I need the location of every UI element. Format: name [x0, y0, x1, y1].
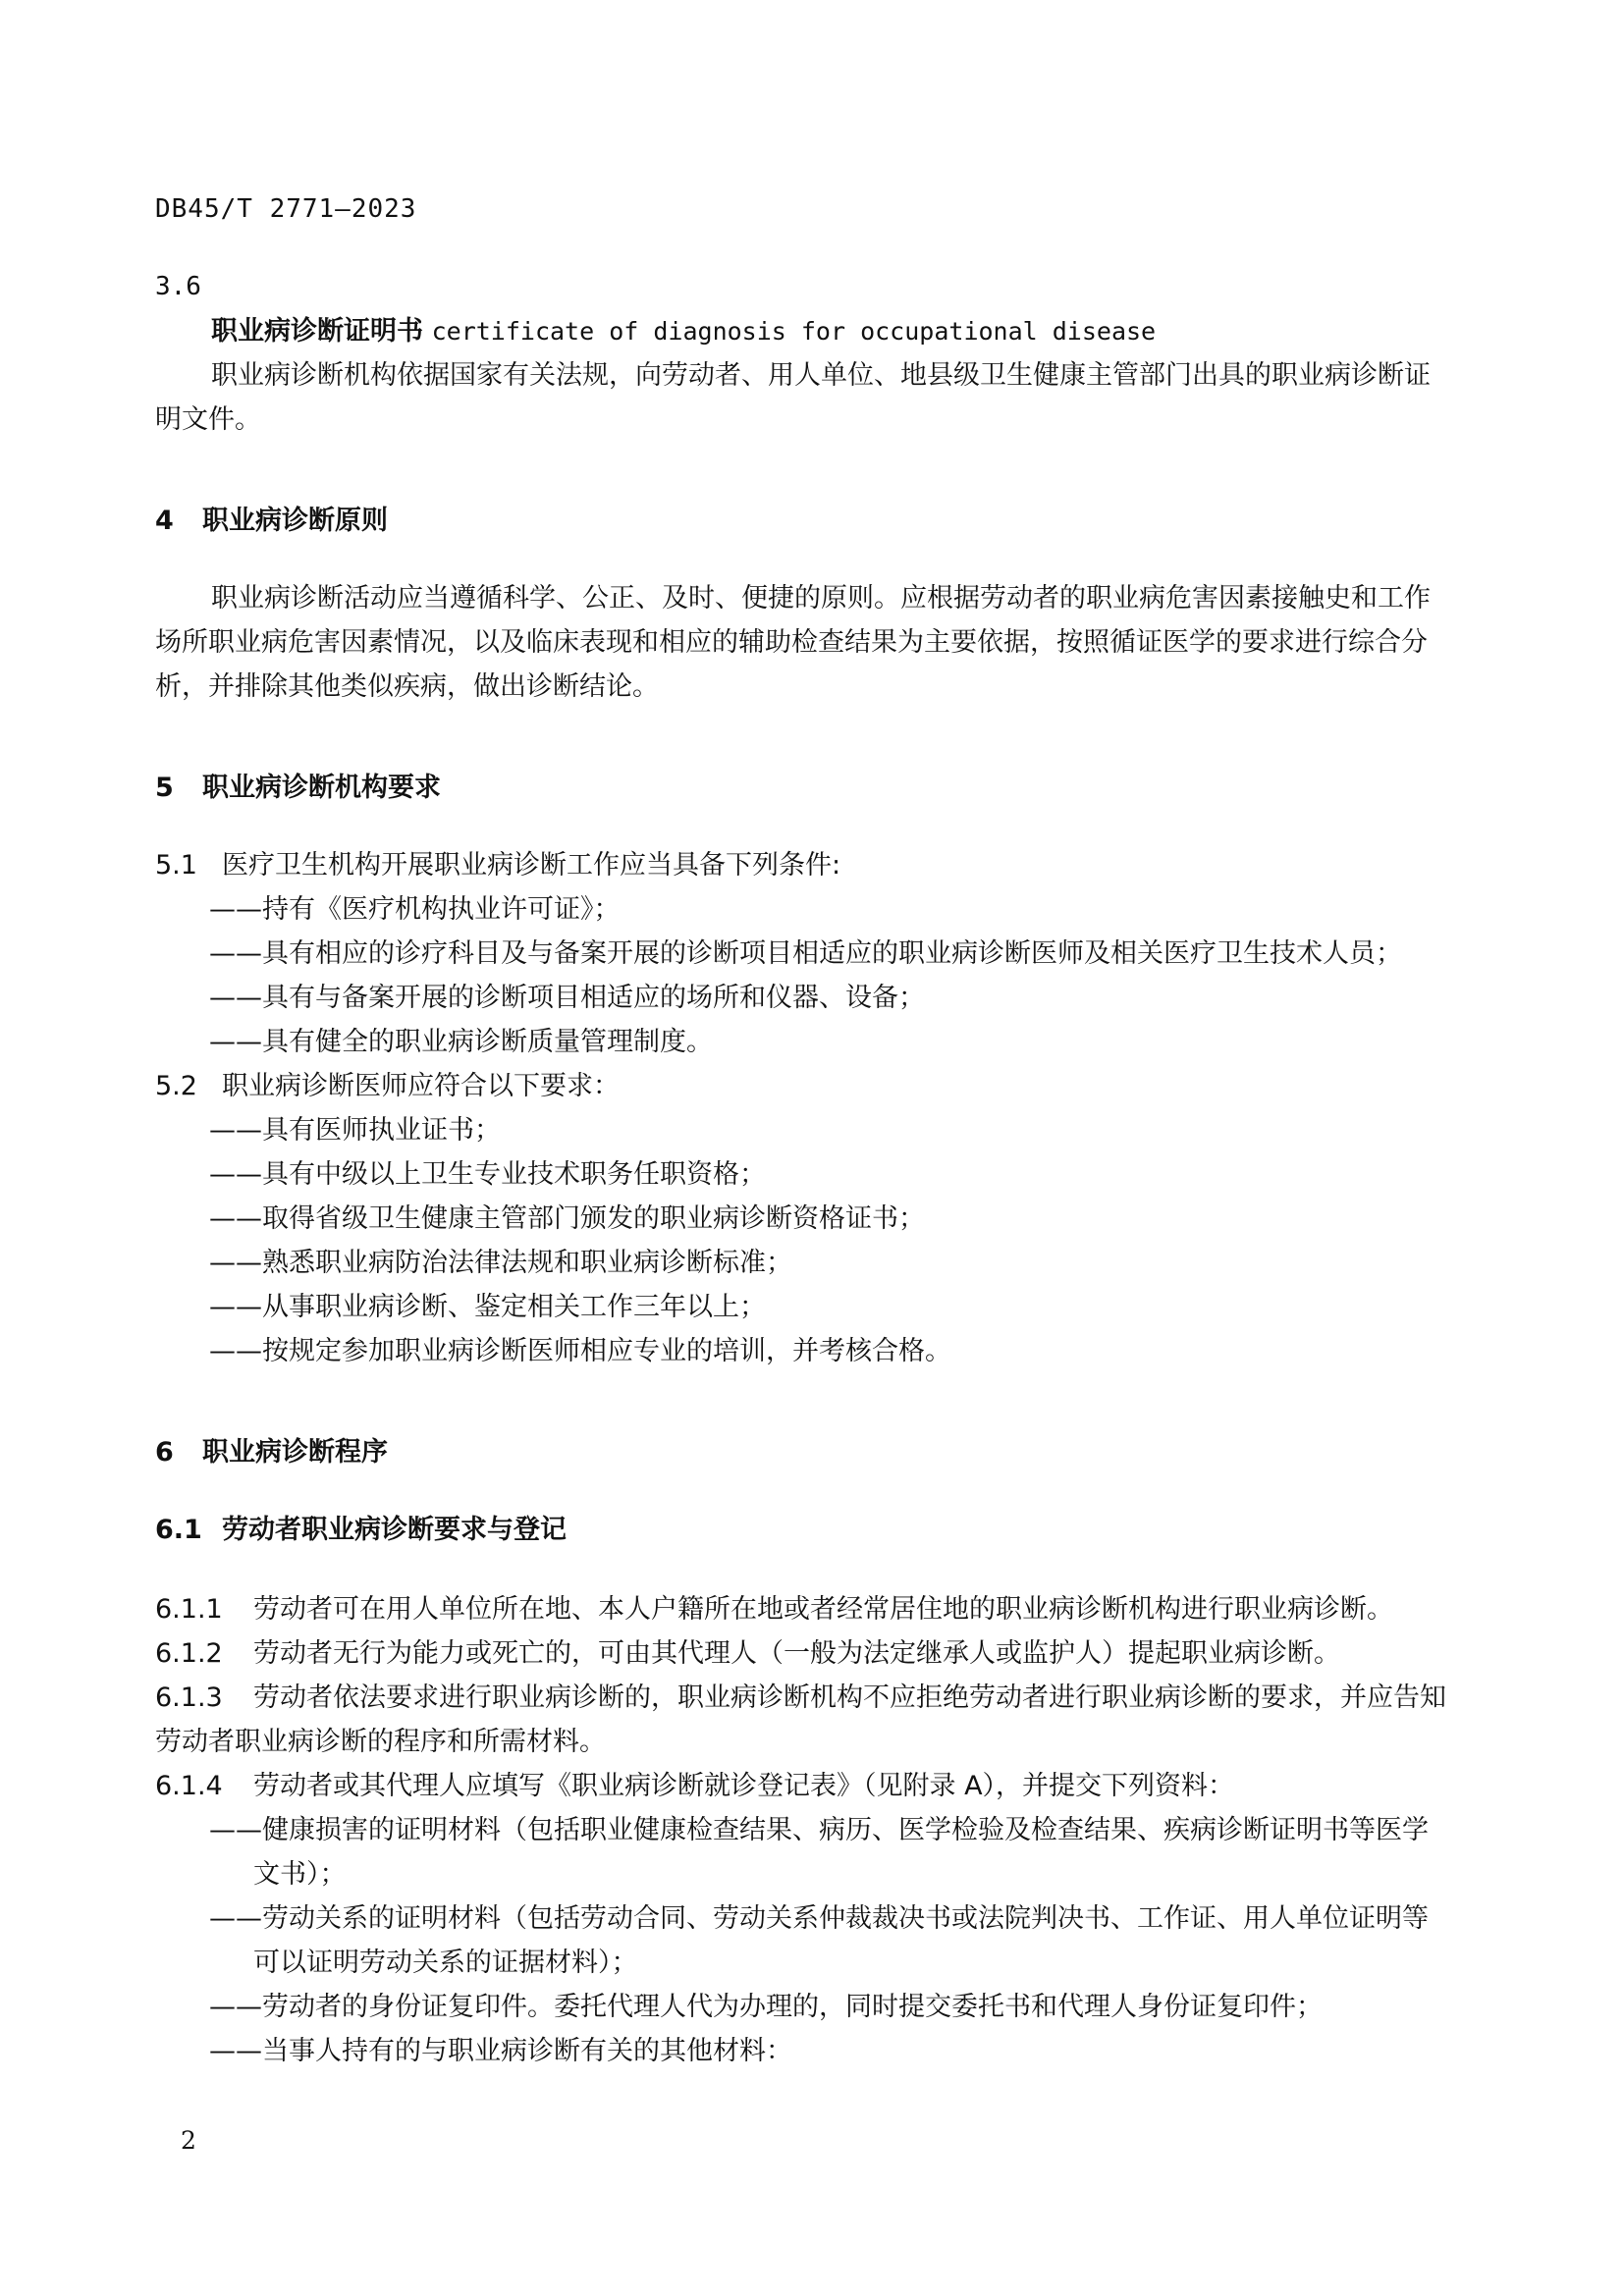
term-definition: 职业病诊断机构依据国家有关法规，向劳动者、用人单位、地县级卫生健康主管部门出具的职业病诊断证明文件。 [155, 360, 1431, 435]
list-item: ——劳动者的身份证复印件。委托代理人代为办理的，同时提交委托书和代理人身份证复印件； [209, 1992, 1323, 2022]
page-number: 2 [181, 2126, 196, 2155]
term-chinese: 职业病诊断证明书 [211, 316, 423, 347]
clause-text: 劳动者或其代理人应填写《职业病诊断就诊登记表》（见附录 A），并提交下列资料： [253, 1771, 1235, 1801]
section-6-heading [155, 1430, 1446, 1474]
term-heading [155, 309, 1446, 353]
clause-6-1-3 [155, 1676, 1446, 1764]
clause-number: 5.1 [155, 850, 197, 881]
term-number: 3.6 [155, 272, 201, 301]
subsection-6-1-heading [155, 1508, 1446, 1552]
section-number: 4 [155, 506, 174, 536]
clause-5-2 [155, 1064, 1446, 1108]
clause-text: 职业病诊断医师应符合以下要求： [222, 1071, 620, 1101]
clause-number: 6.1.4 [155, 1771, 223, 1801]
list-item: ——当事人持有的与职业病诊断有关的其他材料： [209, 2036, 792, 2066]
clause-6-1-1 [155, 1587, 1446, 1631]
clause-text: 劳动者依法要求进行职业病诊断的，职业病诊断机构不应拒绝劳动者进行职业病诊断的要求，并应告知劳动者职业病诊断的程序和所需材料。 [155, 1682, 1446, 1757]
list-item: ——具有相应的诊疗科目及与备案开展的诊断项目相适应的职业病诊断医师及相关医疗卫生技术人员； [209, 938, 1402, 969]
subsection-title: 劳动者职业病诊断要求与登记 [222, 1515, 567, 1545]
clause-6-1-2 [155, 1631, 1446, 1676]
list-item: ——持有《医疗机构执业许可证》； [209, 894, 621, 925]
clause-text: 劳动者可在用人单位所在地、本人户籍所在地或者经常居住地的职业病诊断机构进行职业病诊断。 [253, 1594, 1393, 1625]
clause-number: 6.1.1 [155, 1594, 223, 1625]
section-number: 6 [155, 1437, 174, 1468]
clause-text: 劳动者无行为能力或死亡的，可由其代理人（一般为法定继承人或监护人）提起职业病诊断。 [253, 1638, 1340, 1669]
list-item: ——劳动关系的证明材料（包括劳动合同、劳动关系仲裁裁决书或法院判决书、工作证、用人单位证明等可以证明劳动关系的证据材料）； [209, 1903, 1429, 1978]
list-item: ——按规定参加职业病诊断医师相应专业的培训，并考核合格。 [209, 1336, 951, 1366]
list-item: ——具有与备案开展的诊断项目相适应的场所和仪器、设备； [209, 983, 925, 1013]
section-4-body: 职业病诊断活动应当遵循科学、公正、及时、便捷的原则。应根据劳动者的职业病危害因素接触史和工作场所职业病危害因素情况，以及临床表现和相应的辅助检查结果为主要依据，按照循证医学的要求进行综合分析，并排除其他类似疾病，做出诊断结论。 [155, 583, 1431, 702]
section-5-heading [155, 766, 1446, 810]
list-item: ——具有健全的职业病诊断质量管理制度。 [209, 1027, 713, 1057]
list-item: ——具有中级以上卫生专业技术职务任职资格； [209, 1159, 766, 1190]
list-item: ——从事职业病诊断、鉴定相关工作三年以上； [209, 1292, 766, 1322]
clause-number: 6.1.2 [155, 1638, 223, 1669]
clause-number: 5.2 [155, 1071, 197, 1101]
document-code-header: DB45/T 2771—2023 [155, 194, 417, 224]
clause-5-1 [155, 843, 1446, 887]
list-item: ——具有医师执业证书； [209, 1115, 501, 1146]
subsection-number: 6.1 [155, 1515, 202, 1545]
section-4-heading [155, 499, 1446, 543]
clause-number: 6.1.3 [155, 1682, 223, 1713]
clause-6-1-4 [155, 1764, 1446, 1808]
list-item: ——熟悉职业病防治法律法规和职业病诊断标准； [209, 1248, 792, 1278]
section-title: 职业病诊断程序 [202, 1437, 388, 1468]
list-item: ——取得省级卫生健康主管部门颁发的职业病诊断资格证书； [209, 1203, 925, 1234]
section-title: 职业病诊断原则 [202, 506, 388, 536]
page-content [155, 265, 1446, 2073]
section-number: 5 [155, 773, 174, 803]
term-english: certificate of diagnosis for occupational disease [431, 317, 1157, 346]
clause-text: 医疗卫生机构开展职业病诊断工作应当具备下列条件: [222, 850, 841, 881]
list-item: ——健康损害的证明材料（包括职业健康检查结果、病历、医学检验及检查结果、疾病诊断证明书等医学文书）； [209, 1815, 1429, 1890]
section-title: 职业病诊断机构要求 [202, 773, 441, 803]
